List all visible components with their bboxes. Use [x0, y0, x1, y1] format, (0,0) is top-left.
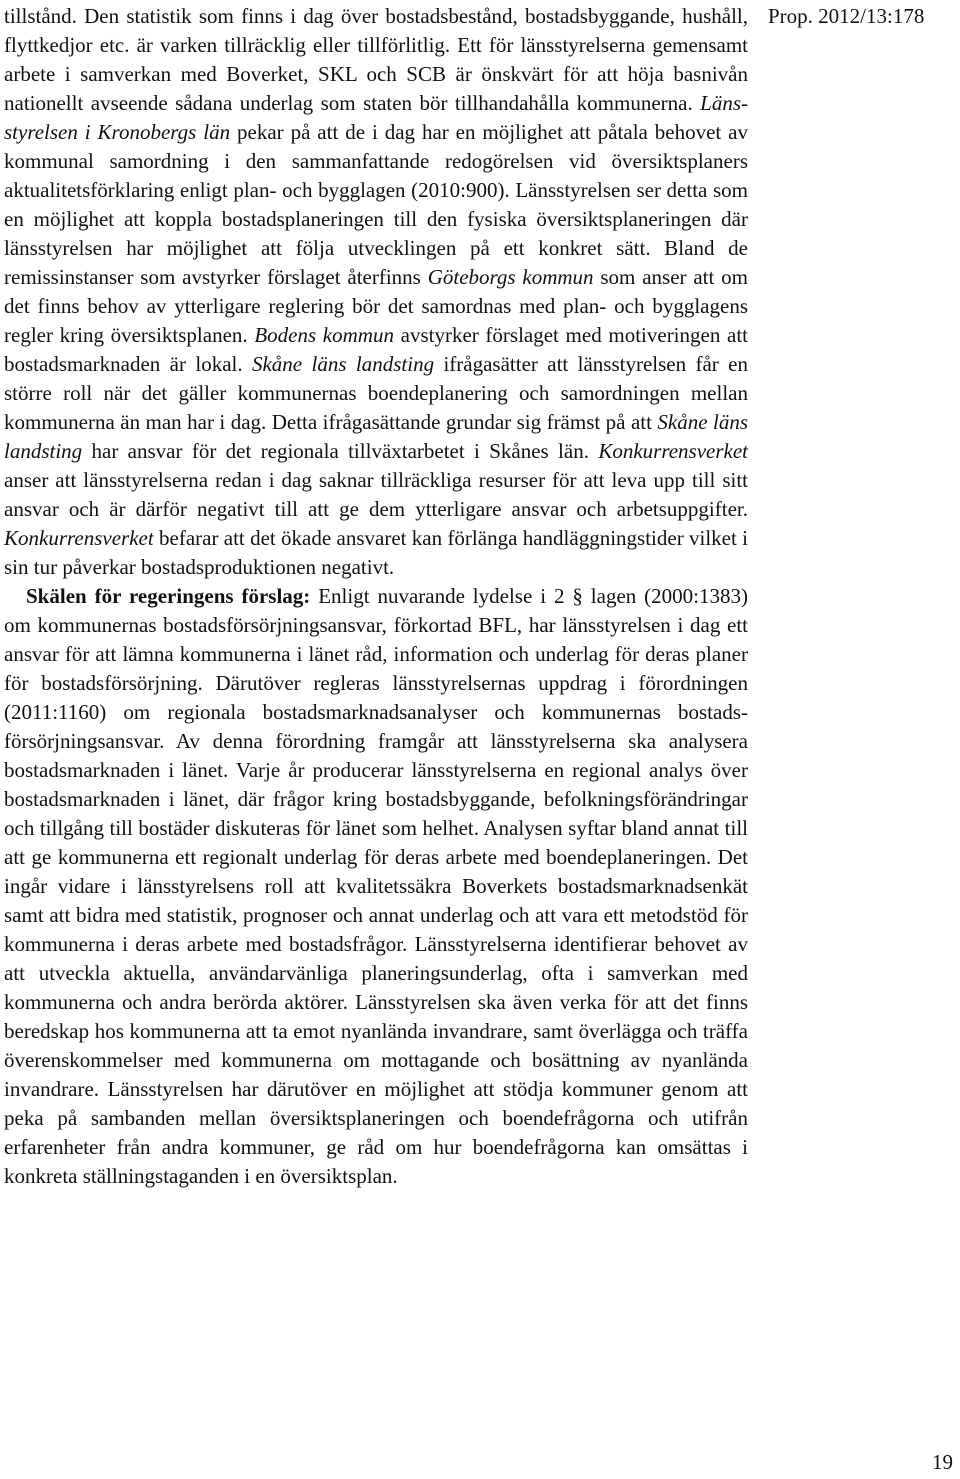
body-text — [4, 2, 748, 1191]
text-run: ifrågasätter att länsstyrelsen får en större roll när det gäller kommunernas boendeplanering och samordningen mellan kommunerna än man har i dag. Detta ifrågasättande grundar sig främst på att — [4, 352, 749, 434]
text-run: Enligt nuvarande lydelse i 2 § lagen (2000:1383) om kommunernas bostadsförsörjningsansvar, förkortad BFL, har länsstyrelsen i dag ett ansvar för att lämna kommunerna i länet råd, information och underlag för deras planer för bostadsförsörjning. Därutöver regleras länsstyrelsernas uppdrag i förordningen (2011:1160) om regionala bostadsmarknadsanalyser och kommunernas bostadsförsörjningsansvar. Av denna förordning framgår att länsstyrelserna ska analysera bostadsmarknaden i länet. Varje år producerar länsstyrelserna en regional analys över bostadsmarknaden i länet, där frågor kring bostadsbyggande, befolkningsförändringar och tillgång till bostäder diskuteras för länet som helhet. Analysen syftar bland annat till att ge kommunerna ett regionalt underlag för deras arbete med boendeplaneringen. Det ingår vidare i länsstyrelsens roll att kvalitetssäkra Boverkets bostadsmarknadsenkät samt att bidra med statistik, prognoser och annat underlag och att vara ett metodstöd för kommunerna i deras arbete med bostadsfrågor. Länsstyrelserna identifierar behovet av att utveckla aktuella, användarvänliga planeringsunderlag, ofta i samverkan med kommunerna och andra berörda aktörer. Länsstyrelsen ska även verka för att det finns beredskap hos kommunerna att ta emot nyanlända invandrare, samt överlägga och träffa överenskommelser med kommunerna om mottagande och bosättning av nyanlända invandrare. Länsstyrelsen har därutöver en möjlighet att stödja kommuner genom att peka på sambanden mellan översiktsplaneringen och boendefrågorna och utifrån erfarenheter från andra kommuner, ge råd om hur boendefrågorna kan omsättas i konkreta ställningstaganden i en översiktsplan. — [4, 584, 749, 1188]
page-reference: Prop. 2012/13:178 — [768, 4, 925, 28]
italic-org-name: Bodens kommun — [254, 323, 394, 347]
text-run: anser att länsstyrelserna redan i dag saknar tillräckliga resurser för att leva upp till sitt ansvar och är därför negativt till att ge dem ytterligare ansvar och arbetsuppgifter. — [4, 468, 748, 521]
text-run: som anser att om det finns behov av ytterligare reglering bör det samordnas med plan- och bygglagens regler kring översiktsplanen. — [4, 265, 749, 347]
italic-org-name: Konkurrensverket — [598, 439, 748, 463]
text-run: avstyrker förslaget med motiveringen att bostadsmarknaden är lokal. — [4, 323, 748, 376]
italic-org-name: Skåne läns landsting — [251, 352, 435, 376]
italic-org-name: Skåne läns landsting — [4, 410, 748, 463]
text-run: befarar att det ökade ansvaret kan förlänga handläggningstider vilket i sin tur påverkar bostadsproduktionen negativt. — [4, 526, 748, 579]
text-run: pekar på att de i dag har en möjlighet att påtala behovet av kommunal samordning i den sammanfattande redogörelsen vid översiktsplaners aktualitetsförklaring enligt plan- och bygglagen (2010:900). Länsstyrelsen ser detta som en möjlighet att koppla bostadsplaneringen till den fysiska översiktsplaneringen där länsstyrelsen har möjlighet att följa utvecklingen på ett konkret sätt. Bland de remissinstanser som avstyrker förslaget återfinns — [4, 120, 749, 289]
text-run: har ansvar för det regionala tillväxtarbetet i Skånes län. — [82, 439, 599, 463]
italic-org-name: Konkurrensverket — [4, 526, 154, 550]
section-run-in-heading: Skälen för regeringens förslag: — [26, 584, 311, 608]
text-run: tillstånd. Den statistik som finns i dag över bostadsbestånd, bostadsbyggande, hushåll, flyttkedjor etc. är varken tillräcklig eller tillförlitlig. Ett för länsstyrelserna gemensamt arbete i samverkan med Boverket, SKL och SCB är önskvärt för att höja basnivån nationellt avseende sådana underlag som staten bör tillhandahålla kommunerna. — [4, 4, 748, 115]
paragraph-skalen — [4, 582, 748, 1191]
italic-org-name: Göteborgs kommun — [427, 265, 594, 289]
italic-org-name: Länsstyrelsen i Kronobergs län — [4, 91, 748, 144]
paragraph-remissinstanser — [4, 2, 748, 582]
page-number: 19 — [932, 1450, 953, 1474]
